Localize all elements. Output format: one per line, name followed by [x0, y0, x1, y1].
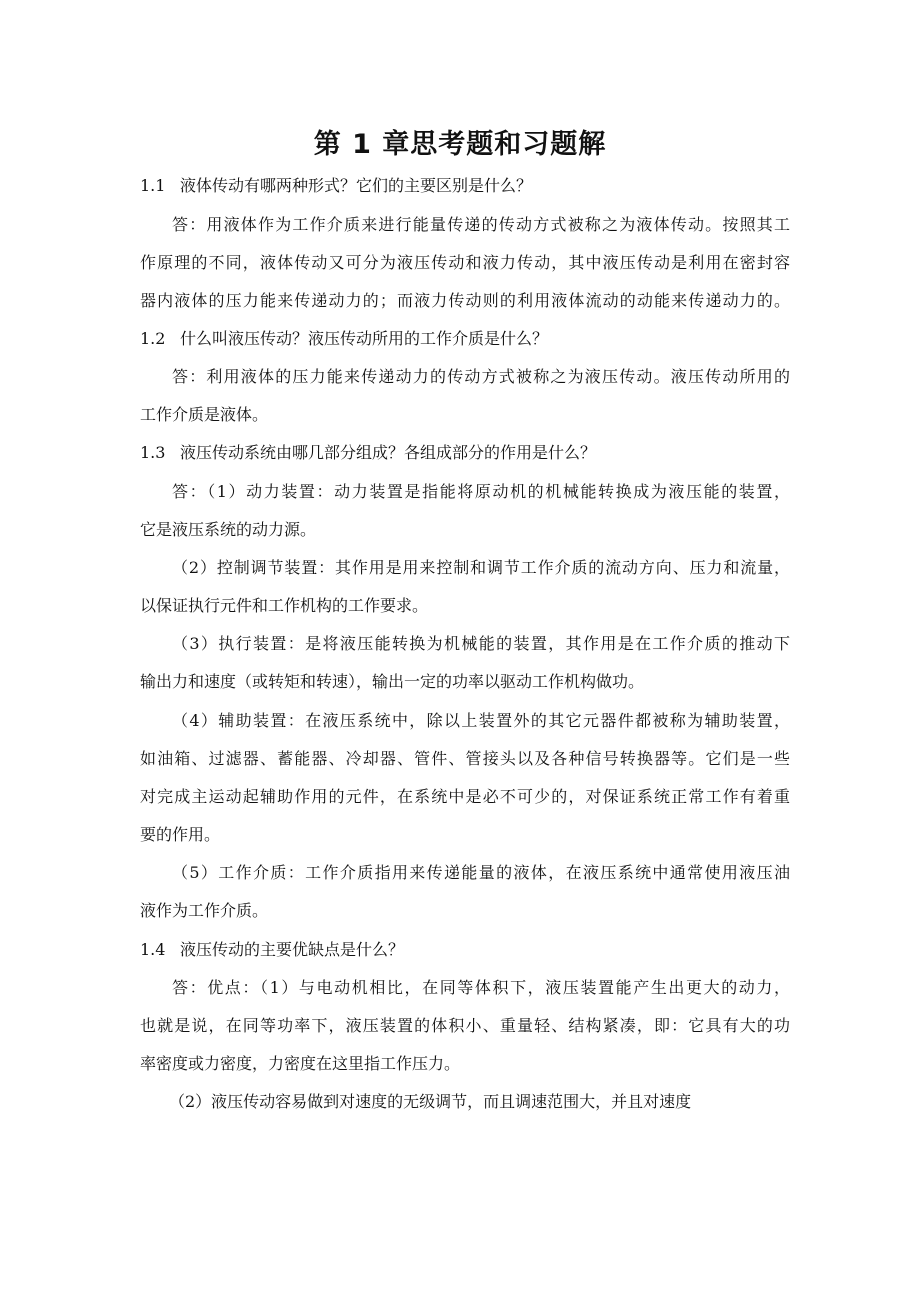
answer-line: 工作介质是液体。: [140, 405, 269, 424]
answer-line: 答：利用液体的压力能来传递动力的传动方式被称之为液压传动。液压传动所用的: [172, 367, 790, 386]
question-number: 1.2: [140, 329, 166, 348]
answer-line: 答：（1）动力装置：动力装置是指能将原动机的机械能转换成为液压能的装置，: [172, 482, 790, 501]
answer-line: （5）工作介质：工作介质指用来传递能量的液体，在液压系统中通常使用液压油: [172, 863, 790, 882]
answer-line: 作原理的不同，液体传动又可分为液压传动和液力传动，其中液压传动是利用在密封容: [140, 253, 790, 272]
answer-line: 以保证执行元件和工作机构的工作要求。: [140, 596, 429, 615]
answer-line: （3）执行装置：是将液压能转换为机械能的装置，其作用是在工作介质的推动下: [172, 634, 790, 653]
question-number: 1.4: [140, 940, 166, 959]
question-text: 液压传动的主要优缺点是什么？: [180, 940, 405, 959]
answer-line: 输出力和速度（或转矩和转速），输出一定的功率以驱动工作机构做功。: [140, 672, 645, 691]
question-number: 1.1: [140, 176, 166, 195]
question-text: 液压传动系统由哪几部分组成？各组成部分的作用是什么？: [180, 443, 597, 462]
page-title: 第 1 章思考题和习题解: [313, 129, 607, 160]
answer-line: 率密度或力密度，力密度在这里指工作压力。: [140, 1054, 461, 1073]
answer-line: （2）液压传动容易做到对速度的无级调节，而且调速范围大，并且对速度: [169, 1092, 692, 1111]
question-heading: [140, 176, 790, 196]
answer-line: 液作为工作介质。: [140, 901, 269, 920]
answer-line: （2）控制调节装置：其作用是用来控制和调节工作介质的流动方向、压力和流量，: [172, 558, 790, 577]
answer-line: 答：用液体作为工作介质来进行能量传递的传动方式被称之为液体传动。按照其工: [172, 215, 790, 234]
question-heading: [140, 443, 790, 463]
answer-line: 它是液压系统的动力源。: [140, 520, 317, 539]
answer-line: 器内液体的压力能来传递动力的；而液力传动则的利用液体流动的动能来传递动力的。: [140, 291, 790, 310]
question-heading: [140, 329, 790, 349]
answer-line: 如油箱、过滤器、蓄能器、冷却器、管件、管接头以及各种信号转换器等。它们是一些: [140, 749, 790, 768]
question-text: 什么叫液压传动？液压传动所用的工作介质是什么？: [180, 329, 549, 348]
answer-line: 答：优点：（1）与电动机相比，在同等体积下，液压装置能产生出更大的动力，: [172, 978, 790, 997]
answer-line: （4）辅助装置：在液压系统中，除以上装置外的其它元器件都被称为辅助装置，: [172, 711, 790, 730]
question-text: 液体传动有哪两种形式？它们的主要区别是什么？: [180, 176, 533, 195]
question-heading: [140, 940, 790, 960]
question-number: 1.3: [140, 443, 166, 462]
answer-line: 要的作用。: [140, 825, 221, 844]
answer-line: 对完成主运动起辅助作用的元件，在系统中是必不可少的，对保证系统正常工作有着重: [140, 787, 790, 806]
answer-line: 也就是说，在同等功率下，液压装置的体积小、重量轻、结构紧凑，即：它具有大的功: [140, 1016, 790, 1035]
